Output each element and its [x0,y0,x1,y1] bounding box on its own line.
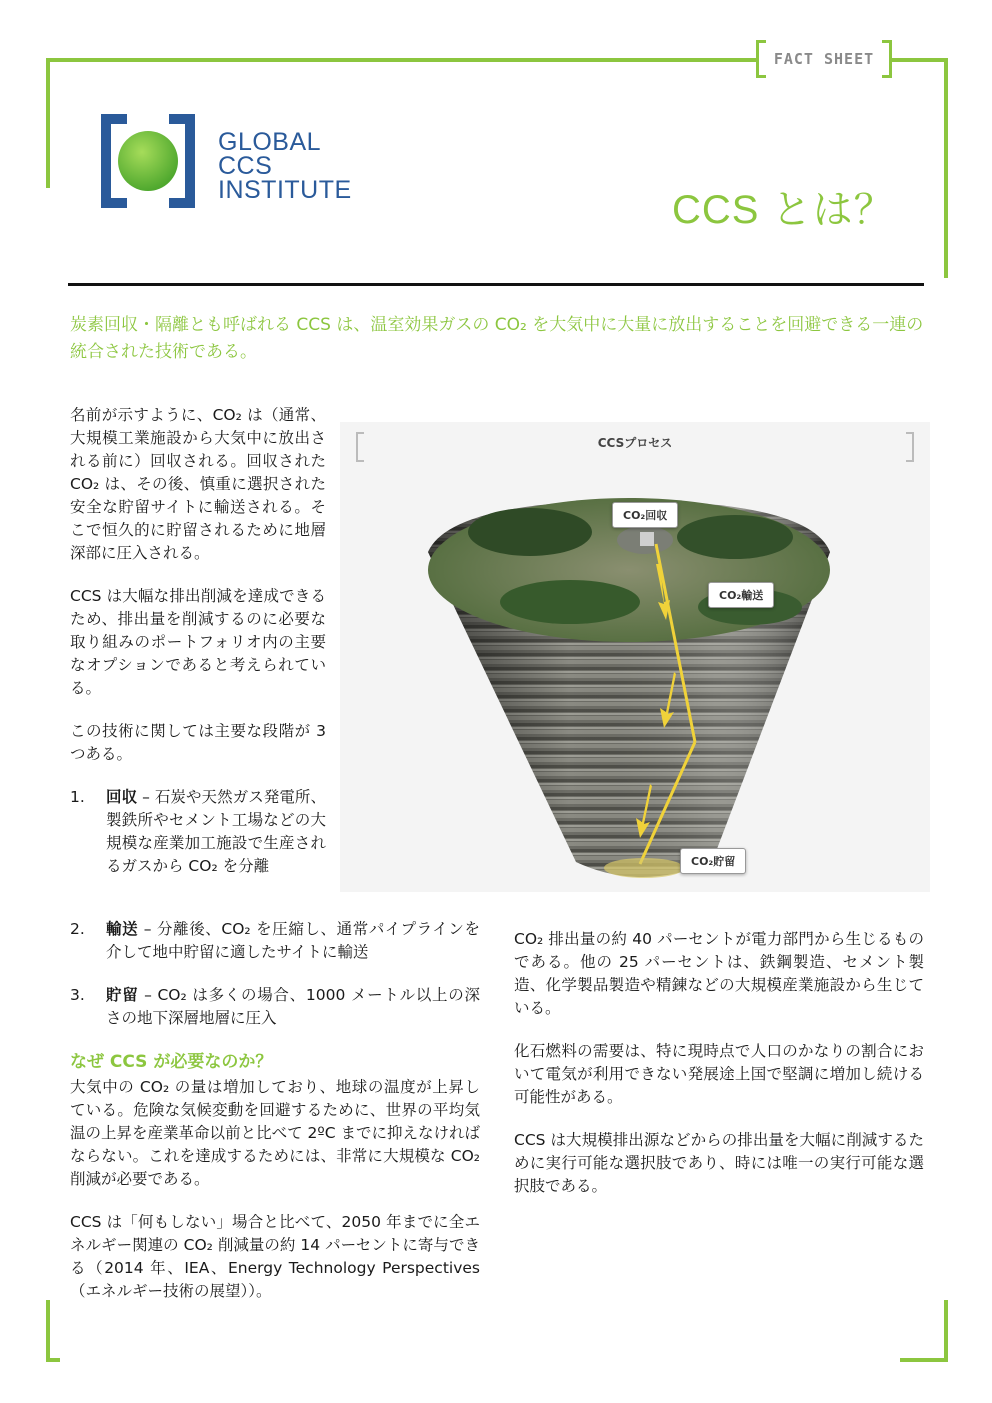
list-body [106,984,480,1030]
geological-cone-illustration [340,422,930,892]
logo-line-1: GLOBAL [218,128,322,156]
fact-sheet-bracket-right [882,40,892,78]
global-ccs-logo-icon [97,110,199,212]
fact-sheet-tag [756,40,892,78]
left-column-bottom [70,918,480,1323]
callout-transport: CO₂輸送 [708,582,774,608]
ccs-viable-paragraph: CCS は大規模排出源などからの排出量を大幅に削減するために実行可能な選択肢であり、時には唯一の実行可能な選択肢である。 [514,1131,924,1195]
left-column-top [70,404,326,898]
fact-sheet-bracket-left [756,40,766,78]
page-title: CCS とは？ [672,188,895,232]
ccs-option-paragraph: CCS は大幅な排出削減を達成できるため、排出量を削減するのに必要な取り組みのポートフォリオ内の主要なオプションであると考えられている。 [70,587,326,697]
stage-description: – CO₂ は多くの場合、1000 メートル以上の深さの地下深層地層に圧入 [106,986,480,1027]
figure-title: CCSプロセス [597,436,673,450]
emissions-paragraph: CO₂ 排出量の約 40 パーセントが電力部門から生じるものである。他の 25 パーセントは、鉄鋼製造、セメント製造、化学製品製造や精錬などの大規模産業施設から生じている。 [514,930,924,1017]
frame-top-right-border [892,58,948,62]
frame-left-border [46,58,50,188]
fossil-demand-paragraph: 化石燃料の需要は、特に現時点で人口のかなりの割合において電気が利用できない発展途上国で堅調に増加し続ける可能性がある。 [514,1042,924,1106]
frame-right-border-lower [944,1300,948,1362]
list-body [106,918,480,964]
stage-list-item-capture [70,786,326,878]
logo-line-2: CCS [218,152,273,180]
stage-term: 輸送 [106,920,139,938]
logo-wordmark [218,130,352,202]
why-ccs-heading: なぜ CCS が必要なのか？ [70,1052,273,1072]
fact-sheet-label: FACT SHEET [773,50,875,68]
list-body [106,786,326,878]
list-number: 3. [70,986,85,1004]
header-divider [68,283,924,286]
frame-bottom-left-border [46,1358,60,1362]
ccs-process-figure [340,422,930,892]
stages-intro-paragraph: この技術に関しては主要な段階が 3 つある。 [70,722,326,763]
iea-paragraph: CCS は「何もしない」場合と比べて、2050 年までに全エネルギー関連の CO₂ 削減量の約 14 パーセントに寄与できる（2014 年、IEA、Energy Technology Perspectives（エネルギー技術の展望））。 [70,1213,480,1300]
frame-bottom-right-border [900,1358,948,1362]
climate-paragraph: 大気中の CO₂ の量は増加しており、地球の温度が上昇している。危険な気候変動を回避するために、世界の平均気温の上昇を産業革命以前と比べて 2ºC までに抑えなければならない。これを達成するためには、非常に大規模な CO₂ 削減が必要である。 [70,1078,480,1188]
list-number: 2. [70,920,85,938]
stage-term: 回収 [106,788,138,806]
callout-storage: CO₂貯留 [680,848,746,874]
lead-paragraph: 炭素回収・隔離とも呼ばれる CCS は、温室効果ガスの CO₂ を大気中に大量に放出することを回避できる一連の統合された技術である。 [70,315,924,362]
frame-right-border [944,58,948,278]
callout-capture: CO₂回収 [612,502,678,528]
stage-description: – 石炭や天然ガス発電所、製鉄所やセメント工場などの大規模な産業加工施設で生産されるガスから CO₂ を分離 [106,788,326,875]
stage-description: – 分離後、CO₂ を圧縮し、通常パイプラインを介して地中貯留に適したサイトに輸送 [106,920,480,961]
frame-left-border-lower [46,1300,50,1362]
frame-top-border [46,58,756,62]
logo-line-3: INSTITUTE [218,176,352,204]
stage-list-item-transport [70,918,480,964]
stage-list-item-storage [70,984,480,1030]
intro-paragraph: 名前が示すように、CO₂ は（通常、大規模工業施設から大気中に放出される前に）回収される。回収された CO₂ は、その後、慎重に選択された安全な貯留サイトに輸送される。そこで恒久的に貯留されるために地層深部に圧入される。 [70,406,326,562]
list-number: 1. [70,788,85,806]
right-column [514,928,924,1218]
stage-term: 貯留 [106,986,139,1004]
